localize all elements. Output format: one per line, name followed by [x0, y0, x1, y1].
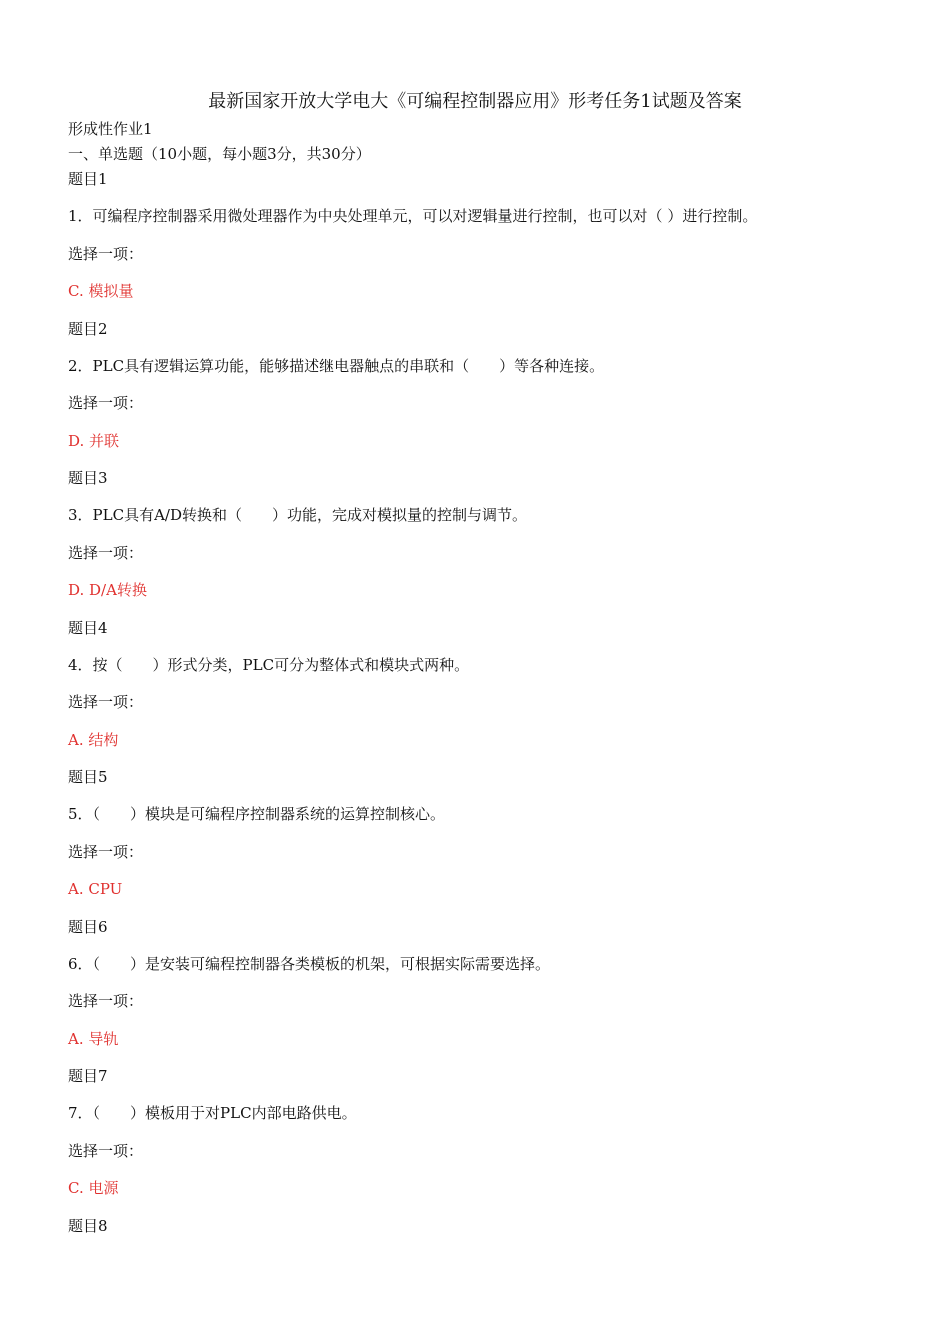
- question-list: [68, 166, 888, 1250]
- question-text: 2．PLC具有逻辑运算功能，能够描述继电器触点的串联和（ ）等各种连接。: [68, 356, 605, 375]
- question-item: [68, 764, 888, 914]
- question-label: 题目8: [68, 1216, 108, 1235]
- document-title: 最新国家开放大学电大《可编程控制器应用》形考任务1试题及答案: [208, 91, 742, 112]
- question-item: [68, 166, 888, 316]
- answer-text: C. 模拟量: [68, 282, 134, 301]
- answer-text: D. 并联: [68, 431, 120, 450]
- choose-prompt: 选择一项：: [68, 543, 144, 562]
- answer-text: D. D/A转换: [68, 581, 147, 600]
- question-label: 题目3: [68, 469, 108, 487]
- section-heading: 一、单选题（10小题，每小题3分，共30分）: [68, 145, 371, 163]
- answer-text: A. 结构: [68, 730, 119, 749]
- question-item: [68, 615, 888, 765]
- question-label: 题目7: [68, 1067, 108, 1085]
- choose-prompt: 选择一项：: [68, 842, 144, 861]
- question-item: [68, 465, 888, 615]
- question-item: [68, 914, 888, 1064]
- question-text: 1．可编程序控制器采用微处理器作为中央处理单元，可以对逻辑量进行控制，也可以对（ ）进行控制。: [68, 207, 758, 226]
- choose-prompt: 选择一项：: [68, 992, 144, 1011]
- choose-prompt: 选择一项：: [68, 693, 144, 712]
- question-item: [68, 1063, 888, 1213]
- answer-text: A. 导轨: [68, 1029, 119, 1048]
- answer-text: C. 电源: [68, 1179, 119, 1198]
- question-item: [68, 316, 888, 466]
- question-label: 题目1: [68, 170, 108, 188]
- question-label: 题目2: [68, 319, 108, 338]
- question-label: 题目4: [68, 618, 108, 637]
- choose-prompt: 选择一项：: [68, 244, 144, 263]
- choose-prompt: 选择一项：: [68, 1141, 144, 1160]
- question-text: 6．（ ）是安装可编程控制器各类模板的机架，可根据实际需要选择。: [68, 954, 551, 973]
- answer-text: A. CPU: [68, 880, 123, 899]
- question-text: 5．（ ）模块是可编程序控制器系统的运算控制核心。: [68, 805, 446, 824]
- assignment-heading: 形成性作业1: [68, 120, 153, 138]
- question-label: 题目5: [68, 768, 108, 786]
- choose-prompt: 选择一项：: [68, 394, 144, 413]
- question-text: 4．按（ ）形式分类，PLC可分为整体式和模块式两种。: [68, 655, 470, 674]
- question-label: 题目6: [68, 917, 108, 936]
- question-text: 3．PLC具有A/D转换和（ ）功能，完成对模拟量的控制与调节。: [68, 506, 527, 525]
- question-text: 7．（ ）模板用于对PLC内部电路供电。: [68, 1104, 357, 1123]
